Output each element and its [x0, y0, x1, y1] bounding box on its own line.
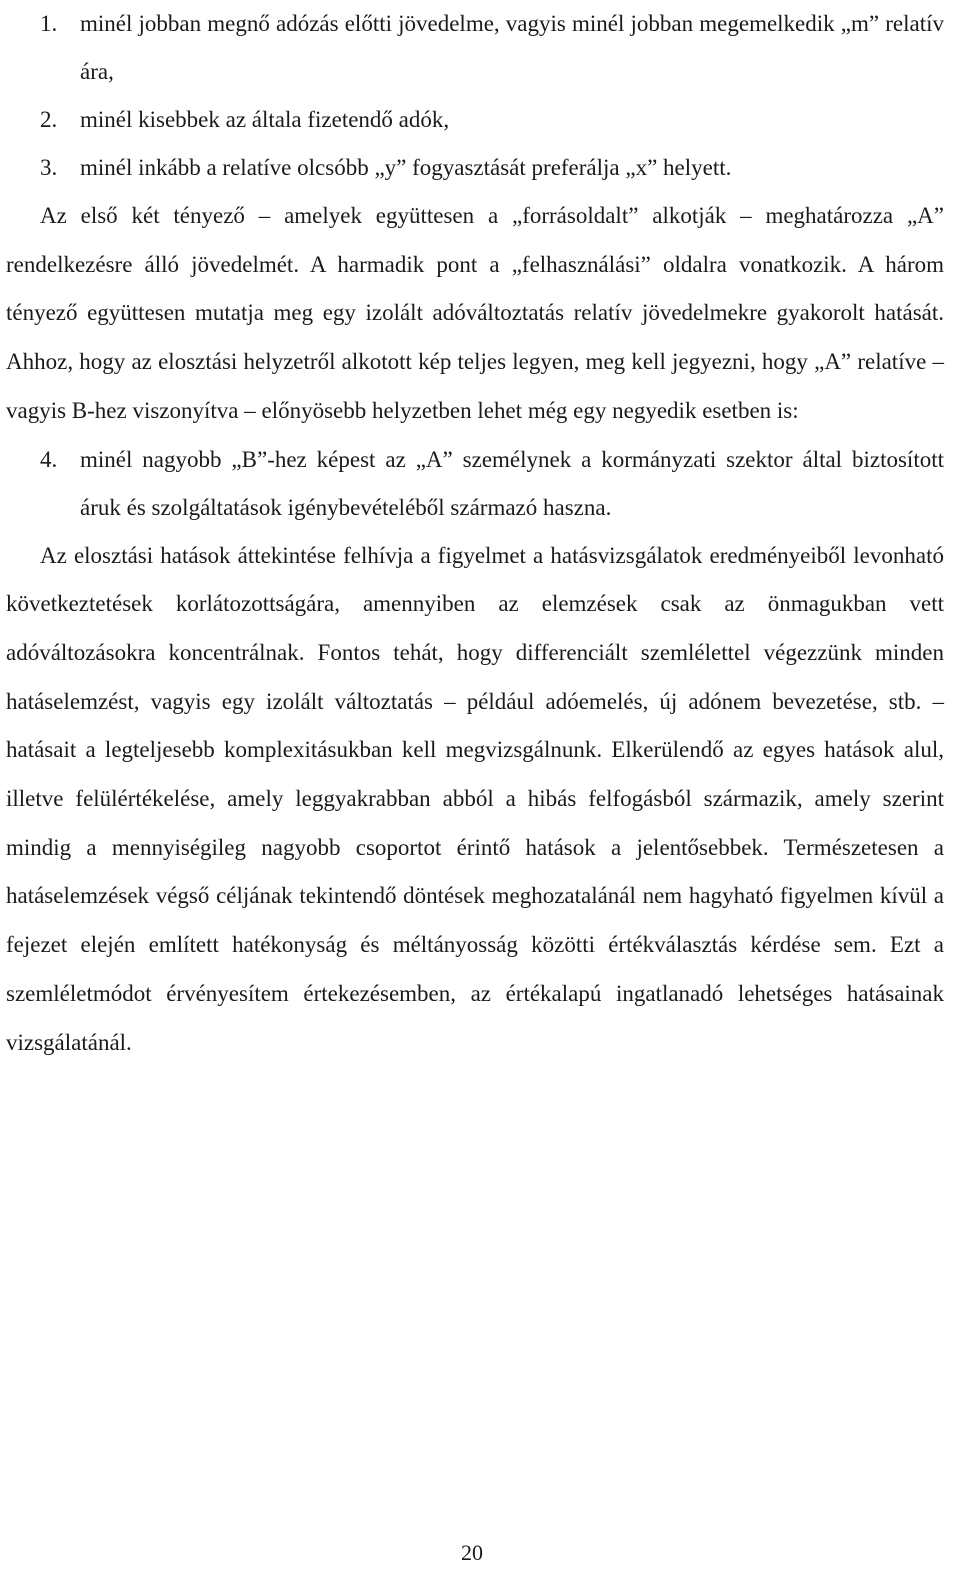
list-text: minél inkább a relatíve olcsóbb „y” fogyasztását preferálja „x” helyett. — [80, 155, 732, 180]
page-content — [6, 0, 944, 1067]
paragraph-source-side: Az első két tényező – amelyek együttesen a „forrásoldalt” alkotják – meghatározza „A” rendelkezésre álló jövedelmét. A harmadik pont a „felhasználási” oldalra vonatkozik. A három tényező együttesen mutatja meg egy izolált adóváltoztatás relatív jövedelmekre gyakorolt hatását. Ahhoz, hogy az elosztási helyzetről alkotott kép teljes legyen, meg kell jegyezni, hogy „A” relatíve – vagyis B-hez viszonyítva – előnyösebb helyzetben lehet még egy negyedik esetben is: — [6, 203, 944, 423]
list-number: 1. — [40, 11, 58, 36]
list-text: minél jobban megnő adózás előtti jövedelme, vagyis minél jobban megemelkedik „m” relatív ára, — [80, 11, 944, 84]
list-item — [6, 0, 944, 96]
factor-list-1 — [6, 0, 944, 192]
factor-list-2 — [6, 436, 944, 532]
list-item — [6, 144, 944, 192]
paragraph-distribution-effects: Az elosztási hatások áttekintése felhívja a figyelmet a hatásvizsgálatok eredményeiből levonható következtetések korlátozottságára, amennyiben az elemzések csak az önmagukban vett adóváltozásokra koncentrálnak. Fontos tehát, hogy differenciált szemlélettel végezzünk minden hatáselemzést, vagyis egy izolált változtatás – például adóemelés, új adónem bevezetése, stb. – hatásait a legteljesebb komplexitásukban kell megvizsgálnunk. Elkerülendő az egyes hatások alul, illetve felülértékelése, amely leggyakrabban abból a hibás felfogásból származik, amely szerint mindig a mennyiségileg nagyobb csoportot érintő hatások a jelentősebbek. Természetesen a hatáselemzések végső céljának tekintendő döntések meghozatalánál nem hagyható figyelmen kívül a fejezet elején említett hatékonyság és méltányosság közötti értékválasztás kérdése sem. Ezt a szemléletmódot érvényesítem értekezésemben, az értékalapú ingatlanadó lehetséges hatásainak vizsgálatánál. — [6, 542, 944, 1055]
list-number: 2. — [40, 107, 58, 132]
page-number: 20 — [461, 1540, 483, 1565]
list-text: minél kisebbek az általa fizetendő adók, — [80, 107, 450, 132]
list-item — [6, 96, 944, 144]
list-number: 4. — [40, 446, 58, 472]
list-number: 3. — [40, 155, 58, 180]
list-text: minél nagyobb „B”-hez képest az „A” személynek a kormányzati szektor által biztosított áruk és szolgáltatások igénybevételéből származó haszna. — [80, 446, 944, 520]
list-item — [6, 436, 944, 532]
